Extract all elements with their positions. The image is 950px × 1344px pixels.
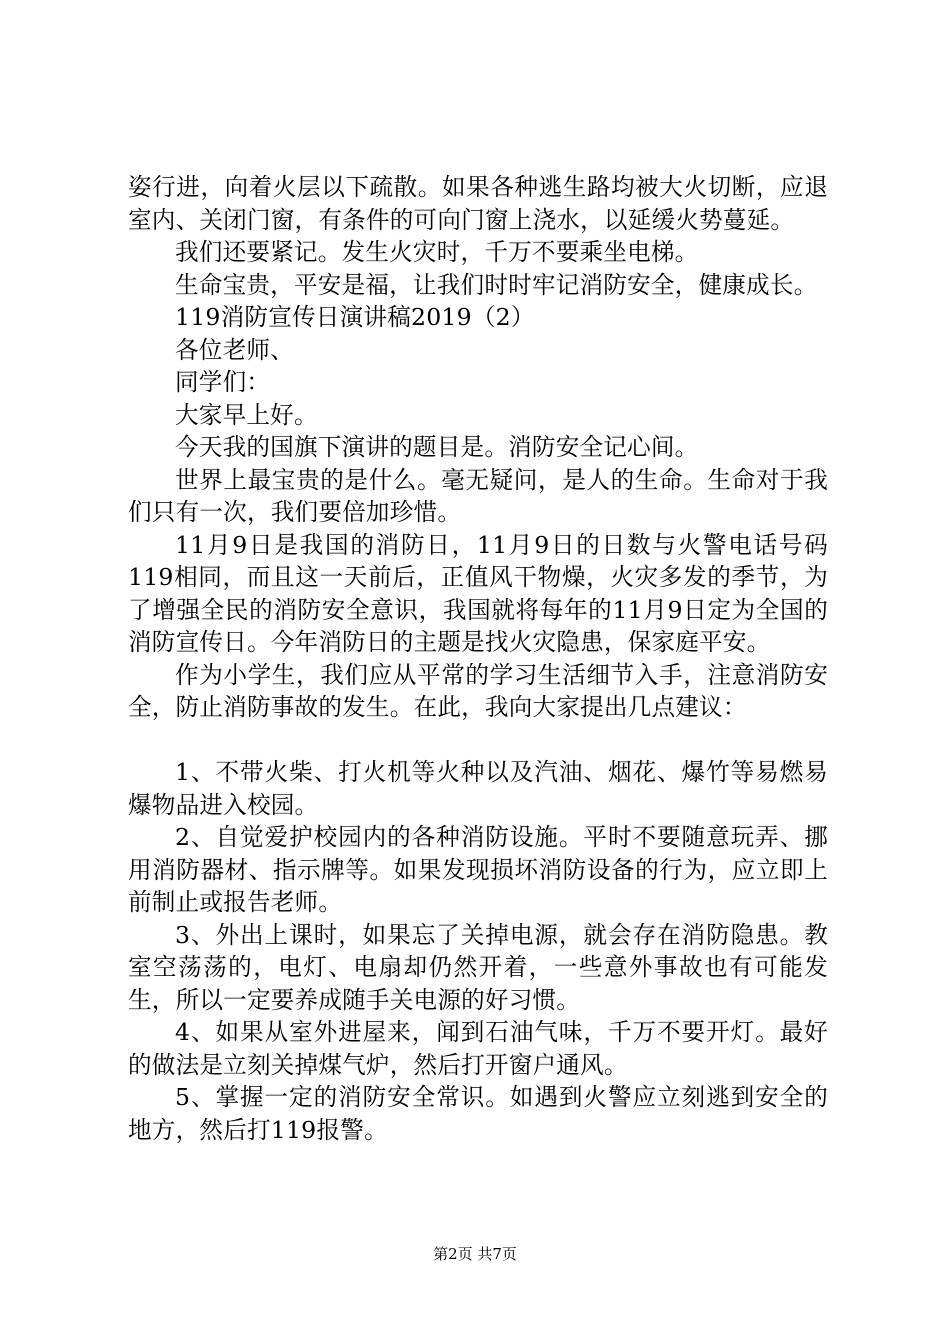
list-item: 3、外出上课时，如果忘了关掉电源，就会存在消防隐患。教室空荡荡的，电灯、电扇却仍然开着，一些意外事故也有可能发生，所以一定要养成随手关电源的好习惯。 <box>128 920 828 1014</box>
paragraph: 我们还要紧记。发生火灾时，千万不要乘坐电梯。 <box>175 238 699 266</box>
blank-line <box>128 724 828 757</box>
paragraph: 作为小学生，我们应从平常的学习生活细节入手，注意消防安全，防止消防事故的发生。在此，我向大家提出几点建议： <box>128 660 828 721</box>
paragraph: 生命宝贵，平安是福，让我们时时牢记消防安全，健康成长。 <box>175 270 818 299</box>
page-number-footer: 第2页 共7页 <box>433 1245 517 1263</box>
list-item: 1、不带火柴、打火机等火种以及汽油、烟花、爆竹等易燃易爆物品进入校园。 <box>128 758 828 819</box>
salutation: 各位老师、 <box>175 335 294 364</box>
section-heading: 119消防宣传日演讲稿2019（2） <box>175 303 535 331</box>
paragraph: 世界上最宝贵的是什么。毫无疑问，是人的生命。生命对于我们只有一次，我们要倍加珍惜。 <box>128 465 828 526</box>
list-item: 2、自觉爱护校园内的各种消防设施。平时不要随意玩弄、挪用消防器材、指示牌等。如果发现损坏消防设备的行为，应立即上前制止或报告老师。 <box>128 823 828 916</box>
paragraph: 11月9日是我国的消防日，11月9日的日数与火警电话号码119相同，而且这一天前后，正值风干物燥，火灾多发的季节，为了增强全民的消防安全意识，我国就将每年的11月9日定为全国的消防宣传日。今年消防日的主题是找火灾隐患，保家庭平安。 <box>128 530 828 656</box>
list-item: 5、掌握一定的消防安全常识。如遇到火警应立刻逃到安全的地方，然后打119报警。 <box>128 1083 828 1144</box>
list-item: 4、如果从室外进屋来，闻到石油气味，千万不要开灯。最好的做法是立刻关掉煤气炉，然后打开窗户通风。 <box>128 1018 828 1079</box>
salutation: 同学们： <box>175 368 271 396</box>
paragraph: 今天我的国旗下演讲的题目是。消防安全记心间。 <box>175 433 699 461</box>
document-body <box>128 171 828 1146</box>
paragraph: 姿行进，向着火层以下疏散。如果各种逃生路均被大火切断，应退室内、关闭门窗，有条件的可向门窗上浇水，以延缓火势蔓延。 <box>128 173 828 234</box>
greeting: 大家早上好。 <box>175 400 318 429</box>
